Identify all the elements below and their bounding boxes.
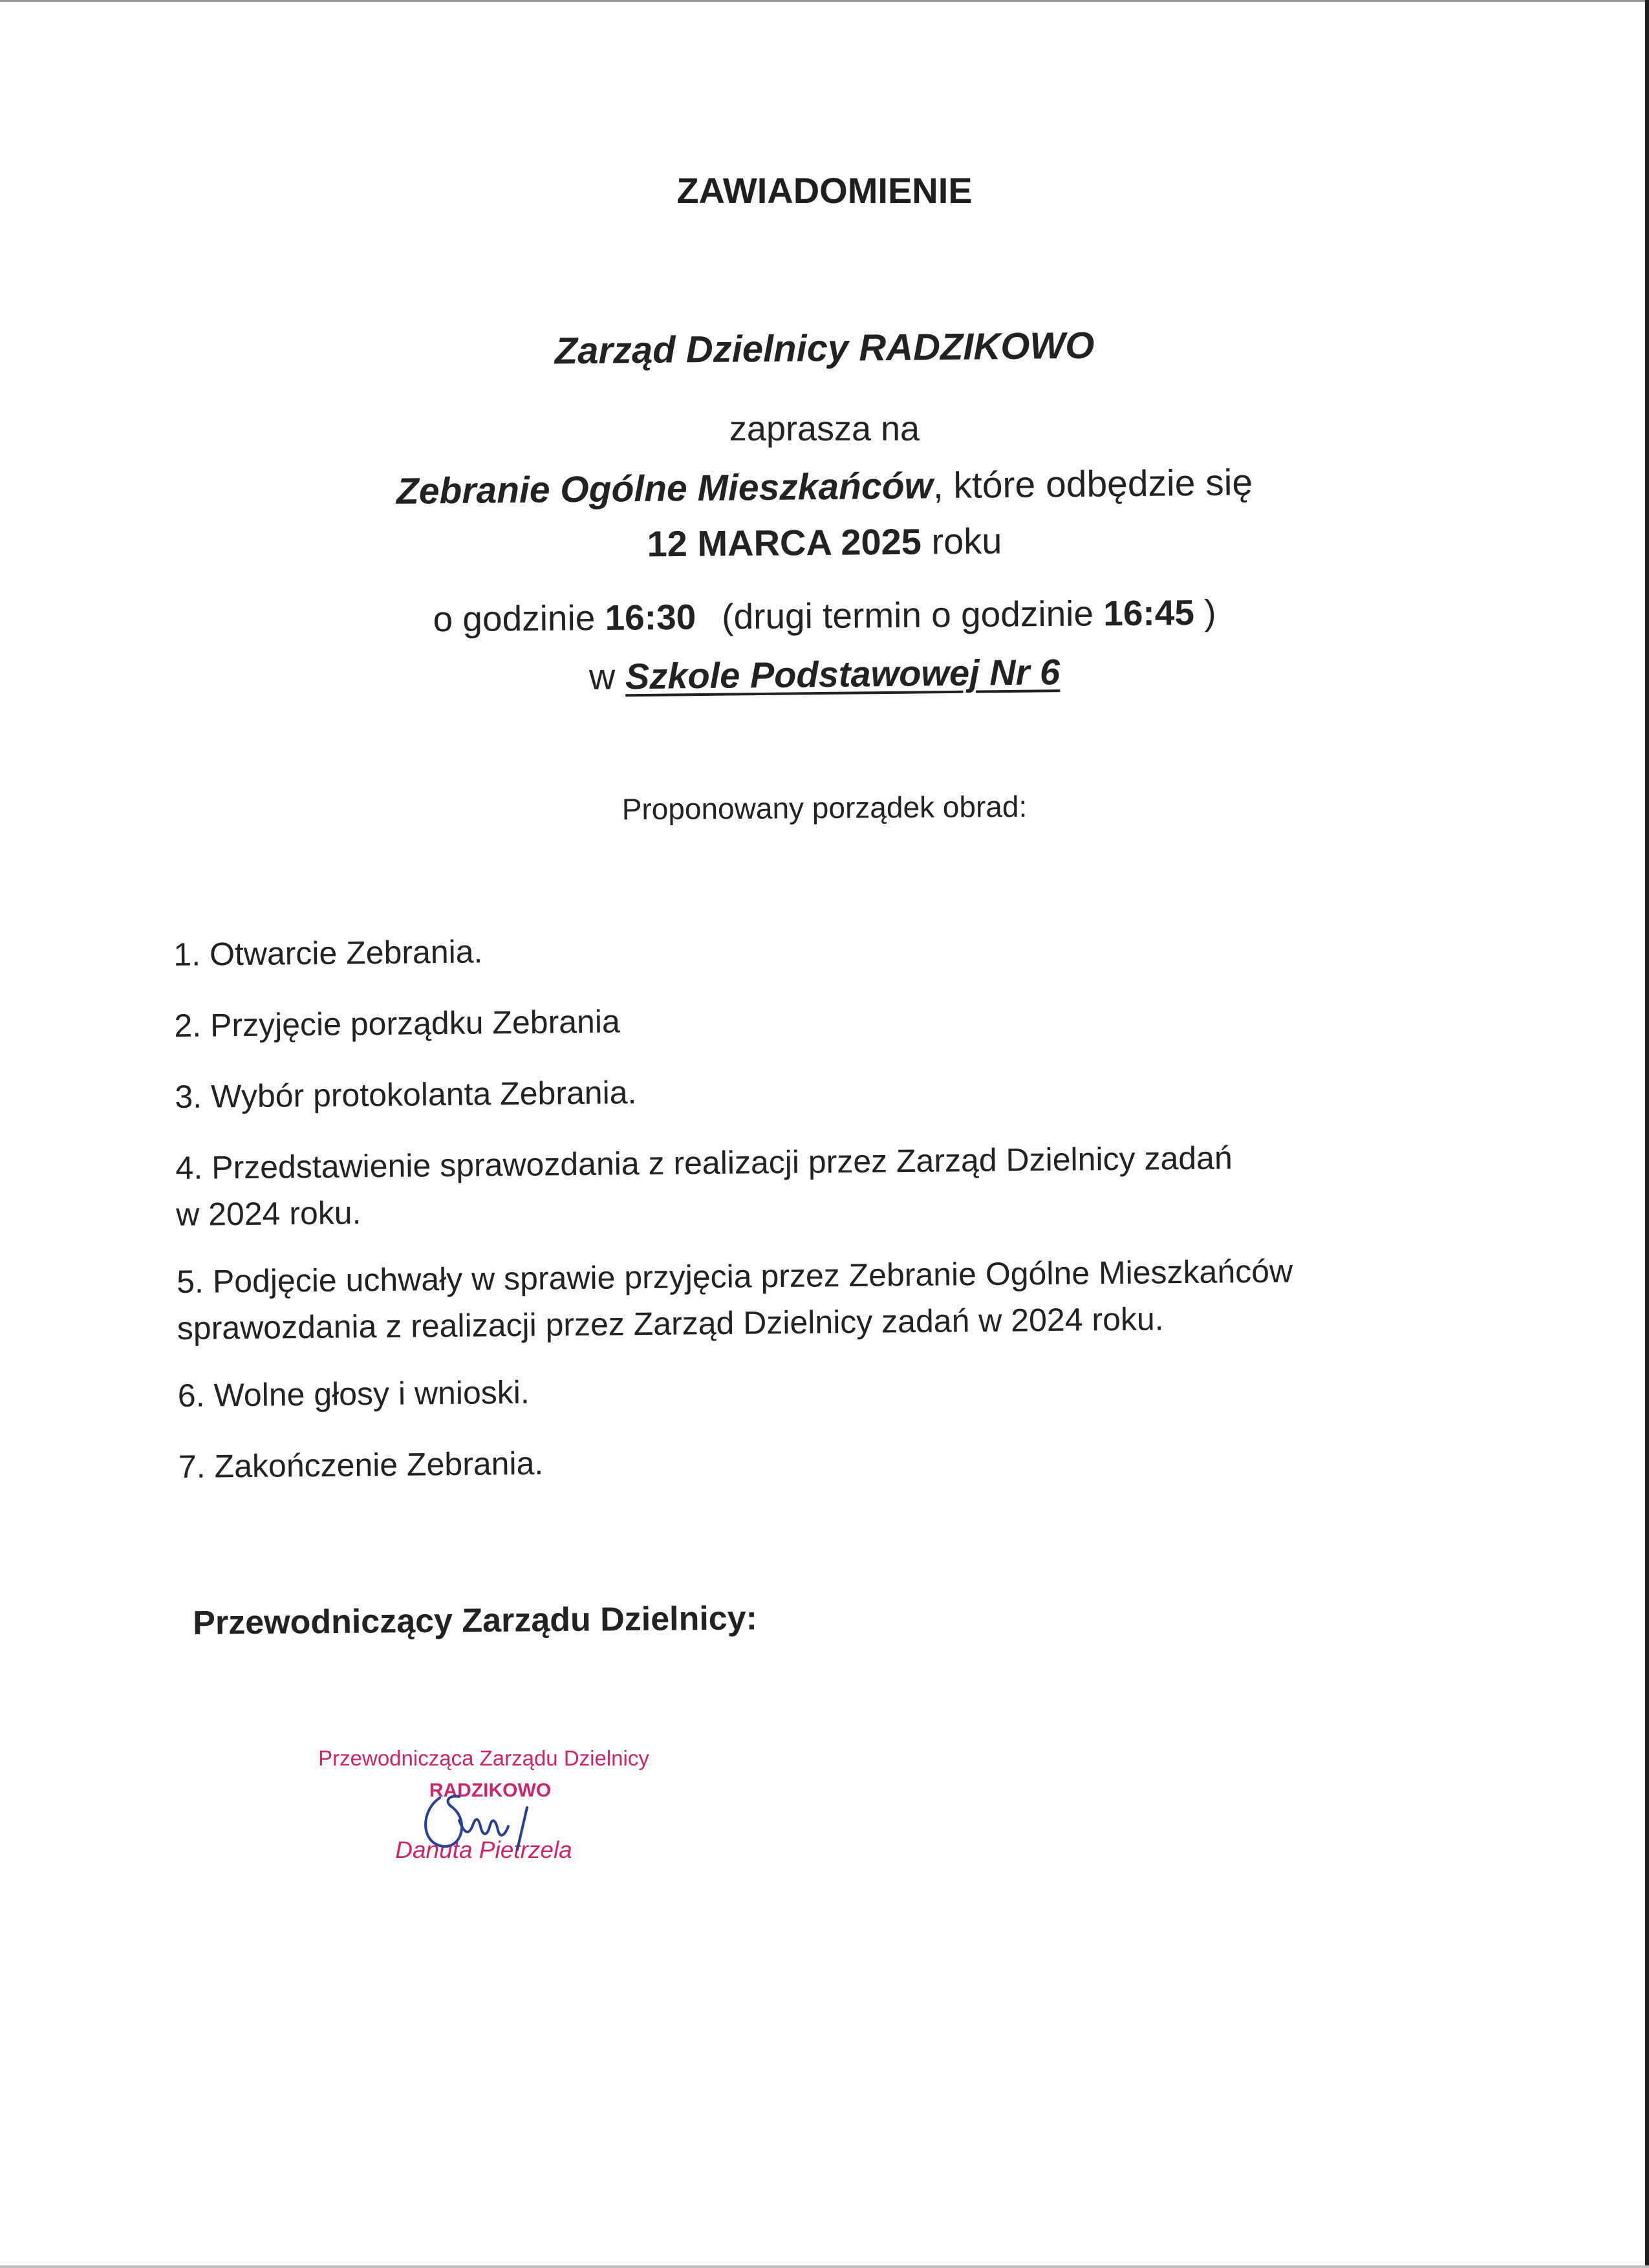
agenda-item-text: Otwarcie Zebrania. — [209, 933, 483, 973]
invites-text: zaprasza na — [729, 409, 920, 448]
agenda-item-number: 2. — [174, 1007, 202, 1044]
agenda-item-text: Wolne głosy i wnioski. — [213, 1374, 530, 1414]
scan-edge-top — [0, 0, 1649, 2]
agenda-heading: Proponowany porządek obrad: — [621, 789, 1028, 826]
stamp-name: Danuta Pietrzela — [395, 1837, 572, 1863]
meeting-line — [0, 457, 1649, 517]
agenda-item — [177, 1246, 1471, 1352]
agenda-item-text: Zakończenie Zebrania. — [214, 1445, 544, 1485]
agenda-item-number: 4. — [175, 1149, 203, 1186]
date-suffix: roku — [921, 520, 1002, 562]
agenda-item — [175, 1061, 1469, 1120]
agenda-item-text: Podjęcie uchwały w sprawie przyjęcia przez Zebranie Ogólne Mieszkańców — [212, 1253, 1293, 1300]
chairperson-heading: Przewodniczący Zarządu Dzielnicy: — [193, 1599, 758, 1642]
agenda-item-text: Wybór protokolanta Zebrania. — [210, 1074, 637, 1115]
agenda-item-number: 3. — [175, 1078, 202, 1115]
stamp-district: RADZIKOWO — [429, 1780, 552, 1801]
second-term-prefix: (drugi termin o godzinie — [721, 593, 1104, 637]
agenda-item-text-continued: sprawozdania z realizacji przez Zarząd Dzielnicy zadań w 2024 roku. — [177, 1301, 1164, 1346]
second-term-time: 16:45 — [1103, 592, 1195, 634]
time-line — [0, 588, 1649, 643]
organization-name: Zarząd Dzielnicy RADZIKOWO — [554, 324, 1095, 373]
agenda-item-number: 1. — [173, 936, 201, 973]
place-prefix: w — [588, 656, 626, 697]
agenda-item-number: 6. — [177, 1377, 205, 1414]
meeting-date: 12 MARCA 2025 — [647, 521, 922, 565]
agenda-item-text-continued: w 2024 roku. — [175, 1194, 361, 1233]
agenda-item-text: Przedstawienie sprawozdania z realizacji przez Zarząd Dzielnicy zadań — [211, 1139, 1233, 1186]
meeting-time: 16:30 — [605, 596, 696, 638]
agenda-item-number: 7. — [178, 1448, 206, 1485]
place-line — [0, 645, 1649, 704]
agenda-item-text: Przyjęcie porządku Zebrania — [210, 1003, 620, 1044]
date-line — [0, 514, 1649, 570]
agenda-item — [174, 990, 1468, 1049]
handwritten-signature — [414, 1772, 563, 1863]
notice-title: ZAWIADOMIENIE — [676, 170, 973, 211]
agenda-item-number: 5. — [176, 1263, 204, 1300]
agenda-list — [173, 919, 1472, 1515]
agenda-item — [178, 1431, 1472, 1490]
scan-edge-bottom — [0, 2265, 1649, 2268]
meeting-name: Zebranie Ogólne Mieszkańców — [396, 465, 934, 512]
stamp-title: Przewodnicząca Zarządu Dzielnicy — [318, 1746, 649, 1770]
second-term-suffix: ) — [1194, 592, 1216, 633]
agenda-item — [178, 1360, 1472, 1419]
agenda-item — [173, 919, 1467, 978]
time-prefix: o godzinie — [433, 597, 605, 640]
agenda-item — [175, 1132, 1469, 1238]
meeting-place: Szkole Podstawowej Nr 6 — [625, 651, 1061, 697]
meeting-suffix: , które odbędzie się — [932, 462, 1253, 507]
